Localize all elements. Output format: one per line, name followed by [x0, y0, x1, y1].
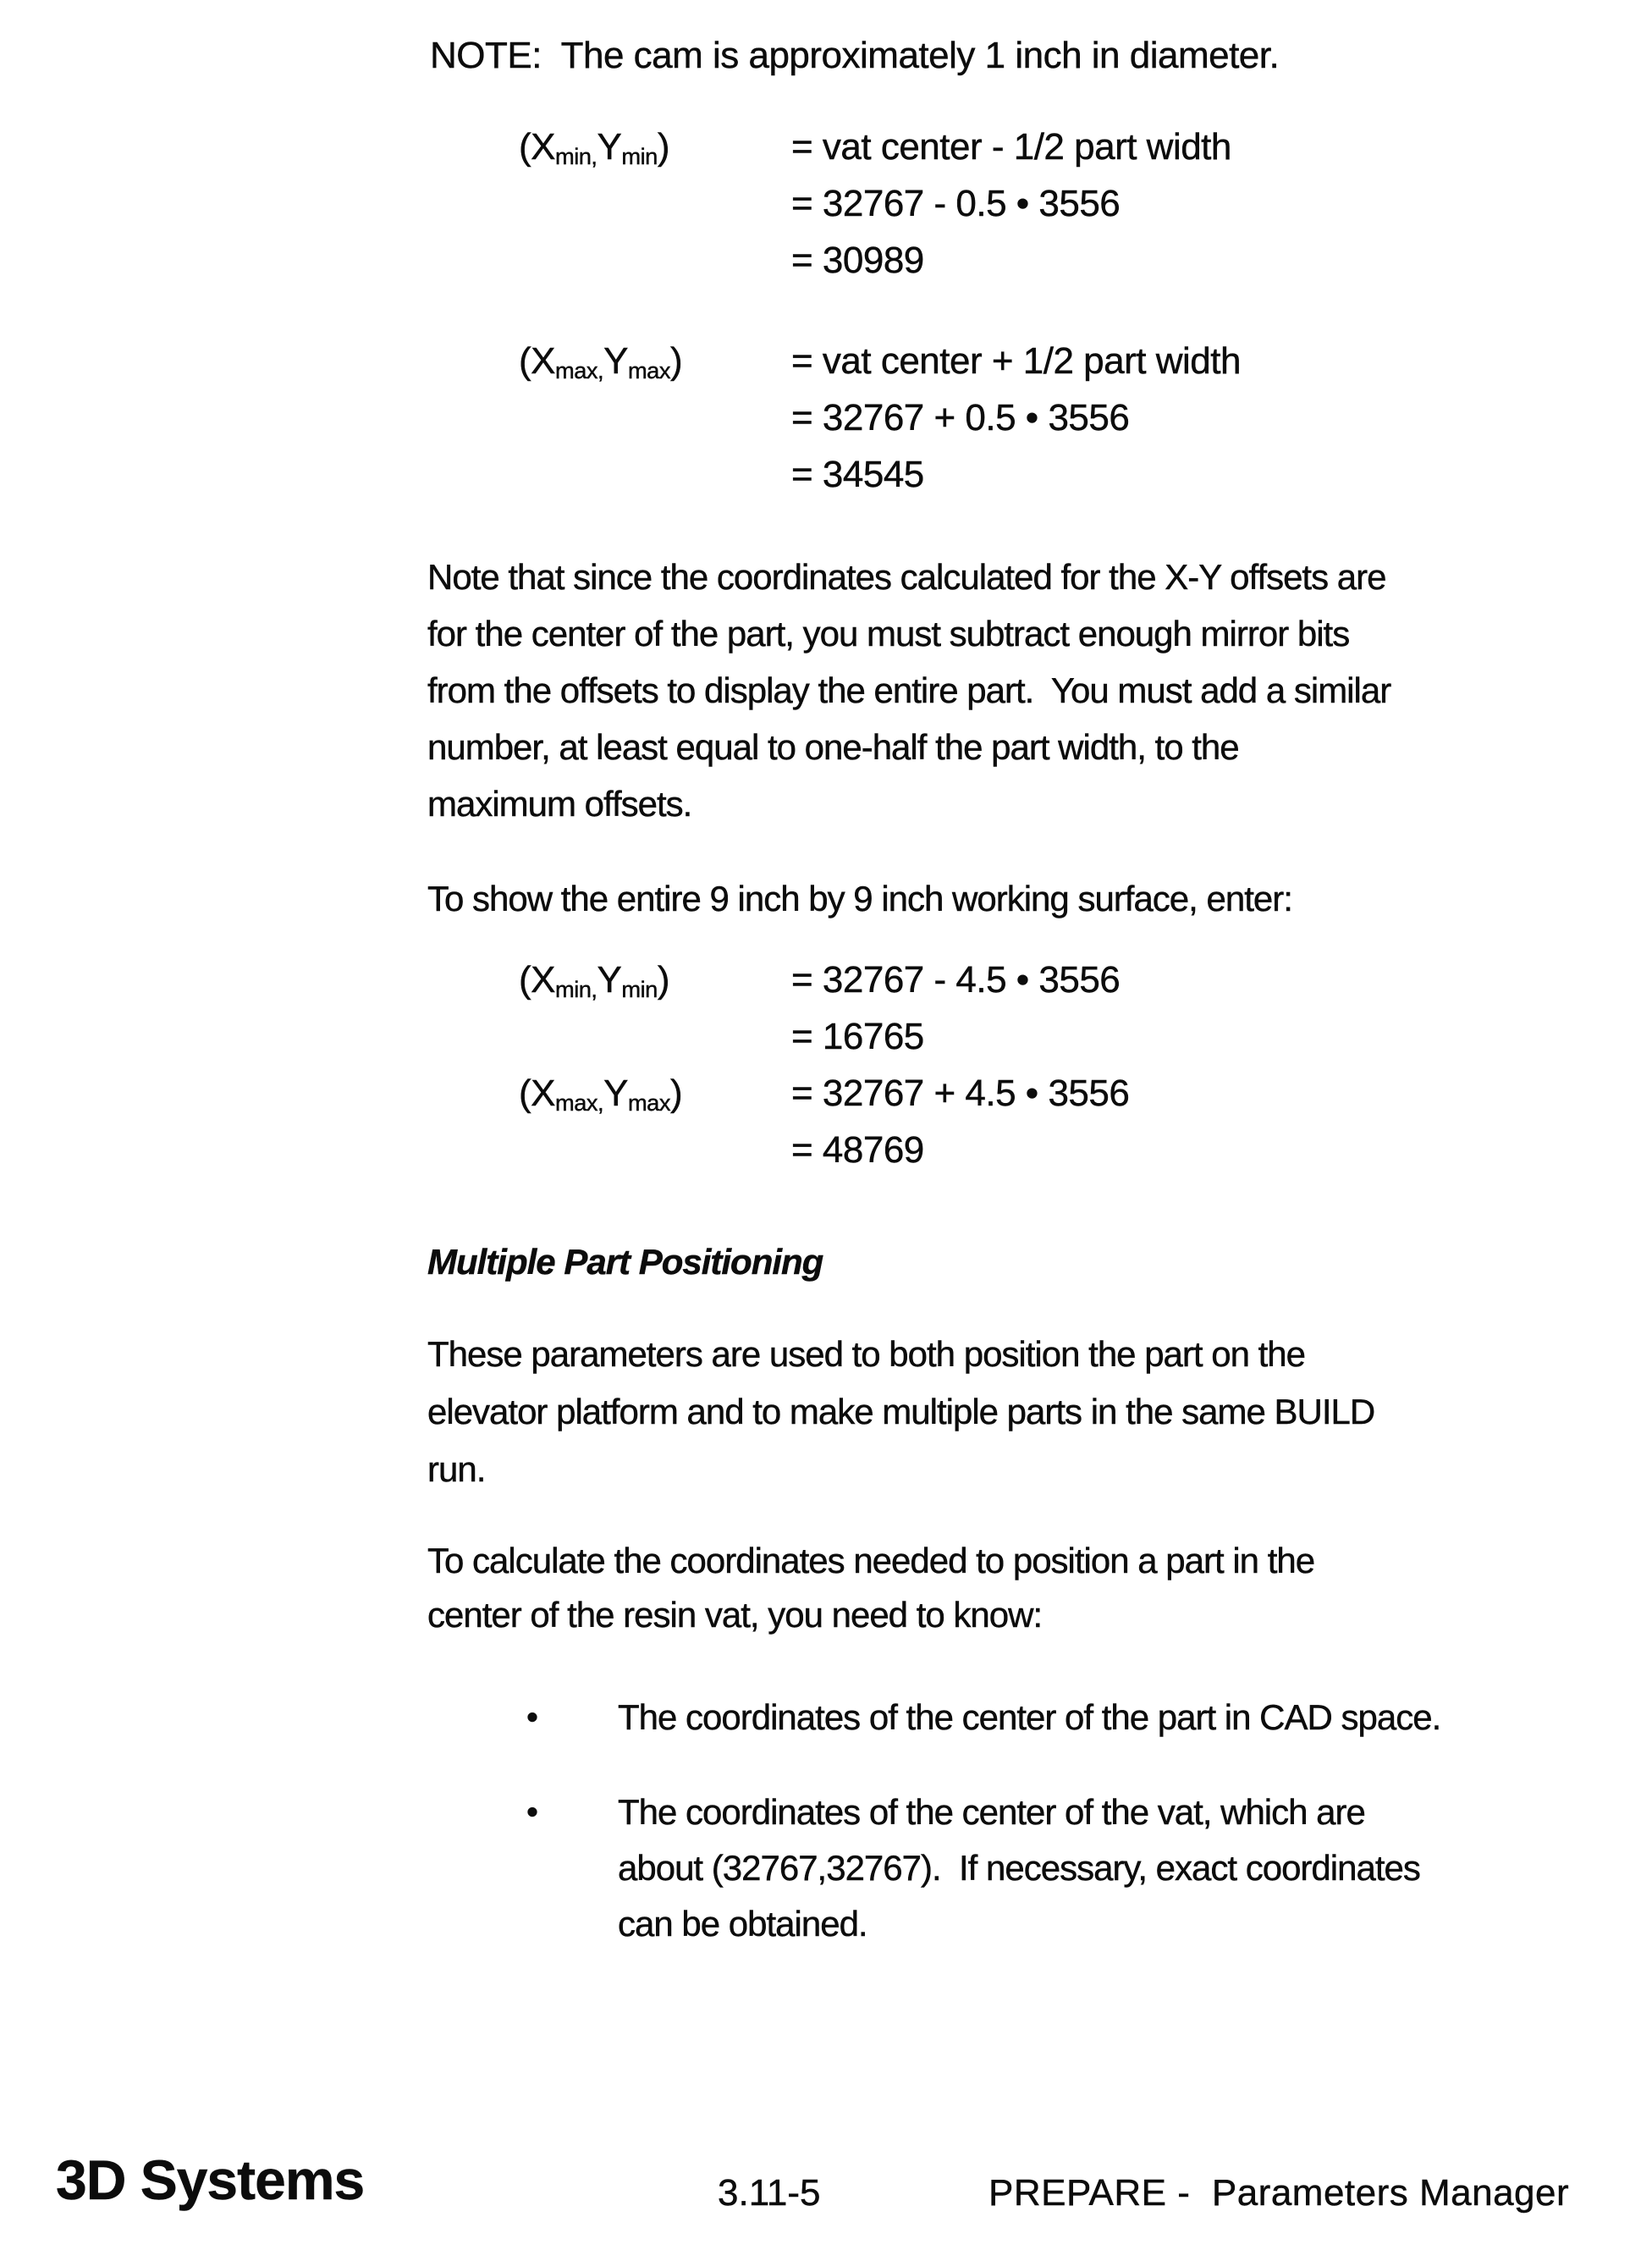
bullet-text [618, 1690, 1440, 1745]
paragraph-line: To calculate the coordinates needed to position a part in the [427, 1541, 1315, 1580]
paragraph-line: elevator platform and to make multiple parts in the same BUILD [427, 1392, 1375, 1431]
formula-row-value: = vat center + 1/2 part width [791, 340, 1241, 382]
formula-label-max: $(X_{max,}Y_{max})$ [519, 340, 683, 383]
bullet-line: The coordinates of the center of the part in CAD space. [618, 1697, 1441, 1737]
paragraph-calculate [427, 1534, 1314, 1642]
formula-label-spacer [519, 389, 791, 446]
formula-row-value: = 32767 - 0.5 • 3556 [791, 183, 1121, 224]
bullet-line: can be obtained. [618, 1904, 867, 1944]
formula-row-value: = 48769 [791, 1129, 924, 1171]
bullet-text [618, 1784, 1420, 1952]
formula-label-spacer [519, 175, 791, 232]
bullet-icon: • [526, 1794, 538, 1831]
bullet-icon: • [526, 1699, 538, 1736]
page-number-text: 3.11-5 [718, 2172, 821, 2214]
formula-label-min: $(X_{min,}Y_{min})$ [519, 126, 669, 169]
formula-label-spacer [519, 446, 791, 503]
bullet-item [526, 1784, 1420, 1952]
paragraph-line: maximum offsets. [427, 784, 692, 824]
paragraph-show-surface [427, 870, 1292, 927]
section-heading [427, 1234, 823, 1290]
formula-row-value: = 32767 - 4.5 • 3556 [791, 959, 1121, 1001]
paragraph-line: run. [427, 1449, 486, 1489]
bullet-line: The coordinates of the center of the vat, which are [618, 1792, 1365, 1832]
formula-row-value: = 32767 + 0.5 • 3556 [791, 397, 1130, 438]
paragraph-parameters [427, 1326, 1374, 1498]
paragraph-line: for the center of the part, you must subtract enough mirror bits [427, 614, 1350, 653]
paragraph-line: number, at least equal to one-half the part width, to the [427, 727, 1239, 767]
note-text [430, 30, 1279, 81]
section-heading-text: Multiple Part Positioning [427, 1242, 823, 1282]
bullet-item [526, 1690, 1440, 1745]
bullet-line: about (32767,32767). If necessary, exact coordinates [618, 1848, 1420, 1888]
formula-row-value: = 32767 + 4.5 • 3556 [791, 1073, 1130, 1114]
footer-section-text: PREPARE - Parameters Manager [988, 2172, 1570, 2214]
formula-label-max: $(X_{max,}Y_{max})$ [519, 1073, 683, 1116]
formula-row-value: = 34545 [791, 454, 924, 495]
formula-label-spacer [519, 1008, 791, 1065]
paragraph-line: To show the entire 9 inch by 9 inch working surface, enter: [427, 879, 1292, 918]
paragraph-line: center of the resin vat, you need to know: [427, 1595, 1043, 1635]
formula-block-surface [519, 951, 1129, 1178]
formula-row-value: = vat center - 1/2 part width [791, 126, 1231, 168]
formula-row-value: = 16765 [791, 1016, 924, 1057]
formula-label-min: $(X_{min,}Y_{min})$ [519, 959, 669, 1002]
formula-label-spacer [519, 1122, 791, 1178]
formula-label-spacer [519, 232, 791, 289]
footer-brand-logo [56, 2150, 364, 2209]
formula-row-value: = 30989 [791, 240, 924, 281]
formula-block-max [519, 333, 1241, 503]
footer-page-number [718, 2172, 821, 2214]
brand-text: 3D Systems [56, 2148, 365, 2211]
paragraph-line: from the offsets to display the entire part. You must add a similar [427, 670, 1391, 710]
footer-section-title [988, 2172, 1569, 2214]
note-line: NOTE: The cam is approximately 1 inch in diameter. [430, 35, 1280, 76]
paragraph-line: These parameters are used to both position the part on the [427, 1334, 1306, 1374]
formula-block-min [519, 119, 1231, 289]
paragraph-offsets [427, 549, 1390, 832]
paragraph-line: Note that since the coordinates calculated for the X-Y offsets are [427, 557, 1386, 597]
